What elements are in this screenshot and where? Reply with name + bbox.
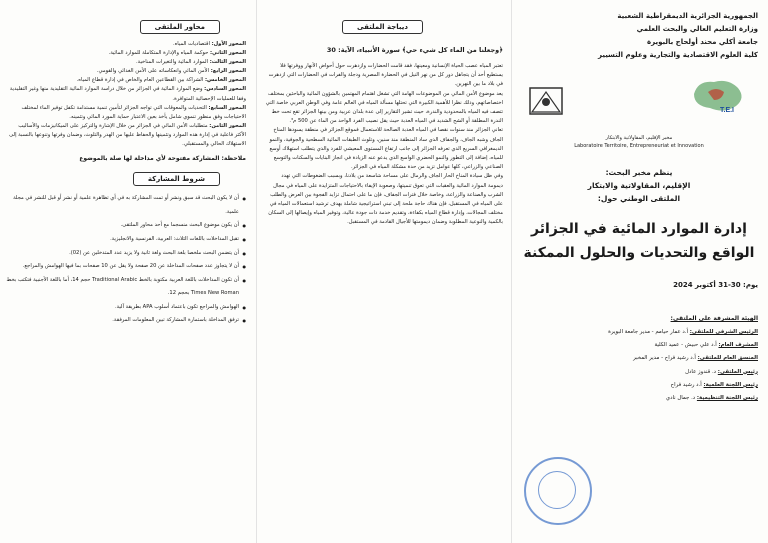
condition-item: ● ترفق المداخلة باستمارة المشاركة تبين المعلومات المرفقة.	[6, 314, 246, 328]
middle-panel	[256, 0, 512, 543]
committee-block	[520, 315, 758, 405]
axis-item: المحور السابع: التحديات والمعوقات التي تواجه الجزائر لتأمين تنمية مستدامة تكفل توفير الماء لمختلف الاحتياجات وفق منظور تنموي شامل يأخذ بعين الاعتبار حماية المورد المائي وتثمينه.	[21, 104, 246, 120]
preamble-paragraph: تعتبر المياه عصب الحياة الإنسانية ومعينها، فقد قامت الحضارات وازدهرت حول أحواض الأنهار ووفرتها فلا يستطيع أحد أن يتجاهل دور كل من نهر النيل في الحضارة المصرية ودجلة والفرات في الحضارات التي ازدهرت في بلاد ما بين النهرين.	[268, 63, 503, 88]
preamble-paragraph: تعاني الجزائر منذ سنوات نقصا في المياه العذبة الصالحة للاستعمال فموقع الجزائر في منطقة يسودها المناخ الجاف وشبه الجاف، والجفاف الذي ساد المنطقة منذ سنين، وتلوث الطبقات المائية السطحية والجوفية، والنمو الديمغرافي السريع الذي تعرفه الجزائر إلى جانب ارتفاع المستوى المعيشي للفرد والذي يتطلب استهلاك أوسع للمياه، إضافة إلى التطور والنمو الحضري الواسع الذي يدعو عنه الزيادة في انجاز البنايات والسكنات والتوسع الصناعي والزراعي، كلها عوامل تزيد من حدة مشكلة المياه في الجزائر.	[269, 127, 503, 171]
axis-item: المحور الثامن: متطلبات الأمن المائي في الجزائر من خلال الإشارة والتركيز على الميكانيزمات والأساليب الأكثر فاعلية في إدارة هذه الموارد وتثمينها والحفاظ عليها من الهدر والتلوث، وضمان وفرتها وتنوعها بالنسبة إلى الاستهلاك الحالي والمستقبلي.	[9, 122, 246, 148]
conference-date: يوم: 30-31 أكتوبر 2024	[673, 281, 758, 289]
committee-line: رئيس اللجنة العلمية: أ.د رشيد فراح	[670, 381, 758, 388]
conference-title	[520, 217, 758, 265]
header-university: جامعة أكلي محند أولحاج بالبويرة	[647, 38, 758, 46]
lab-name-arabic: مخبر الإقليم، المقاولاتية والابتكار	[605, 135, 673, 141]
conditions-list	[6, 192, 246, 328]
header-ministry: وزارة التعليم العالي والبحث العلمي	[636, 25, 758, 33]
axis-item: المحور الثاني: حوكمة المياه والإدارة المتكاملة للموارد المائية.	[108, 50, 246, 57]
title-line: الواقع والتحديات والحلول الممكنة	[523, 245, 755, 261]
axes-list	[6, 40, 246, 149]
condition-item: ● أن يتضمن البحث ملخصا بلغة البحث ولغة ثانية ولا يزيد عدد المتدخلين عن (02).	[6, 247, 246, 261]
preamble-paragraph: يعد موضوع الأمن المائي من الموضوعات الهامة التي تشغل اهتمام المهتمين بالشؤون المائية والباحثين بمختلف اختصاصاتهم، وذلك نظرا للأهمية الكبيرة التي تحتلها مسألة المياه في العالم عامة وفي الوطن العربي خاصة التي تتصف فيه المياه بالمحدودية والندرة، حيث تشير التقارير إلى عدة بلدان عربية ومن بينها الجزائر تقع تحت خط الندرة المطلقة أو الشح الشديد في المياه العذبة حيث يقل نصيب الفرد الواحد من الماء عن 500 م³.	[265, 90, 503, 125]
header-faculty: كلية العلوم الاقتصادية والتجارية وعلوم التسيير	[597, 51, 758, 59]
lab-name-french: Laboratoire Territoire, Entrepreneuriat et Innovation	[574, 143, 704, 149]
condition-item: ● أن لا يتجاوز عدد صفحات المداخلة عن 20 صفحة ولا يقل عن 10 صفحات بما فيها الهوامش والمراجع.	[6, 260, 246, 274]
axes-title: محاور الملتقى	[140, 20, 220, 34]
axis-item: المحور الثالث: الموارد المائية والتغيرات المناخية.	[136, 59, 246, 66]
axis-item: المحور السادس: وضع الموارد المائية في الجزائر من خلال دراسة الموارد المائية التقليدية منها وغير التقليدية وفقا للعمليات الإحصائية المتوافرة.	[9, 86, 246, 102]
condition-item: ● أن لا يكون البحث قد سبق ونشر أو تمت المشاركة به في أي تظاهرة علمية أو نشر أو قبل للنشر في مجلة علمية.	[6, 192, 246, 219]
lab-tei-logo	[688, 74, 748, 116]
committee-line: المنسق العام للملتقى: أ.د رشيد فراح - مدير المخبر	[633, 355, 758, 362]
condition-item: ● أن يكون موضوع البحث منسجما مع أحد محاور الملتقى.	[6, 219, 246, 233]
axis-item: المحور الرابع: الأمن المائي وانعكاساته على الأمن الغذائي والقومي.	[96, 68, 246, 75]
header-republic: الجمهورية الجزائرية الديمقراطية الشعبية	[617, 12, 758, 20]
axis-item: المحور الخامس: الشراكة بين القطاعين العام والخاص في إدارة قطاع المياه.	[76, 77, 246, 84]
university-logo	[524, 78, 568, 122]
preamble-paragraph: وفي ظل سيادة المناخ الحار الجاف والرمال على مساحة شاسعة من بلادنا، وبسبب الضغوطات التي تهدد ديمومة الموارد المائية والعقبات التي تعوق تنميتها، وصعوبة الإيفاء بالاحتياجات المتزايدة على المياه في مجال الشرب والصناعة والزراعة، وخاصة خلال فترات الجفاف، فإن ما على احتمال تزايد الفجوة بين العرض والطلب على المياه في المستقبل، فإن هناك حاجة ملحة إلى تبني استراتيجية شاملة بهدف ترشيد استعمالات المياه في مختلف المجالات، وإدارة قطاع المياه بكفاءة، وتقديم خدمة ذات جودة عالية، وتوفير المياه وإيصالها إلى السكان بالكمية والنوعية المطلوبة وضمان ديمومتها للأجيال القادمة في المستقبل.	[268, 173, 503, 226]
conditions-title: شروط المشاركة	[133, 172, 220, 186]
committee-line: رئيس الملتقى: د. قندوز عادل	[685, 368, 758, 375]
stamp-inner-ring	[538, 471, 576, 509]
quran-verse: ﴿وجعلنا من الماء كل شيء حي﴾ سورة الأنبياء، الآية: 30	[326, 46, 503, 54]
condition-item: ● أن تكون المداخلات باللغة العربية مكتوبة بالخط Traditional Arabic حجم 14، أما باللغة الأجنبية فتكتب بخط Times New Roman بحجم 12.	[6, 274, 246, 301]
preamble-title: ديباجة الملتقى	[342, 20, 423, 34]
svg-text:T.E.I: T.E.I	[720, 107, 735, 114]
committee-title: الهيئة المشرفة على الملتقى:	[670, 315, 758, 322]
axis-item: المحور الأول: اقتصاديات المياه.	[172, 41, 246, 47]
committee-line: رئيس اللجنة التنظيمية: د. جمال نادي	[665, 395, 758, 402]
left-panel	[0, 0, 256, 543]
title-line: إدارة الموارد المائية في الجزائر	[531, 221, 747, 237]
organizer-line: الإقليم، المقاولاتية والابتكار	[587, 181, 691, 190]
organizer-line: ينظم مخبر البحث:	[605, 168, 673, 177]
organizer-block	[520, 166, 758, 205]
organizer-line: الملتقى الوطني حول:	[597, 194, 681, 203]
right-panel	[512, 0, 768, 543]
condition-item: ● تقبل المداخلات باللغات الثلاث: العربية، الفرنسية والانجليزية.	[6, 233, 246, 247]
logos-row	[520, 74, 758, 134]
committee-line: المشرف العام: أ.د علي حبيش - عميد الكلية	[654, 342, 758, 349]
committee-line: الرئيس الشرفي للملتقى: أ.د عمار حيامم - مدير جامعة البويرة	[608, 329, 758, 335]
condition-item: ● الهوامش والمراجع تكون باعتماد أسلوب APA بطريقة آلية.	[6, 301, 246, 315]
official-stamp	[524, 457, 592, 525]
participation-note: ملاحظة: المشاركة مفتوحة لأي مداخلة لها صلة بالموضوع	[79, 155, 246, 163]
